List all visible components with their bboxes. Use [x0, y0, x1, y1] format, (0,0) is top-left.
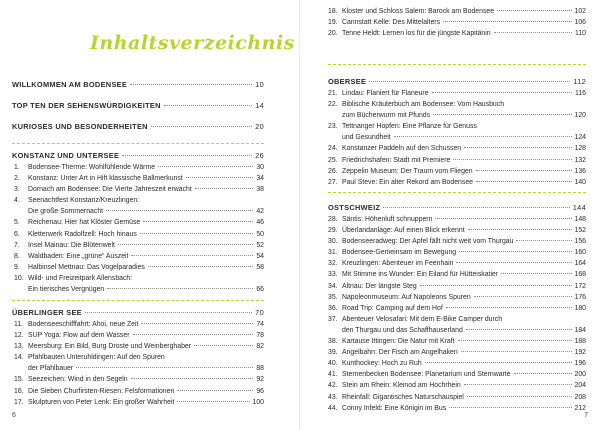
- leader-dots: [85, 312, 252, 313]
- section-divider: [12, 300, 264, 301]
- ostschweiz-entry-list: [328, 214, 586, 414]
- toc-entry-continued[interactable]: Die große Sommernacht 42: [28, 208, 264, 216]
- toc-section-ostschweiz[interactable]: [328, 203, 586, 212]
- toc-entry[interactable]: 34. Altnau: Der längste Steg 172: [328, 282, 586, 290]
- toc-entry[interactable]: 18. Kloster und Schloss Salem: Barock am Bodensee 102: [328, 8, 586, 15]
- obersee-entry-list: [328, 88, 586, 188]
- toc-entry[interactable]: 39. Angelbahn: Der Fisch am Angelhaken 192: [328, 349, 586, 357]
- toc-entry[interactable]: 4. Seenachtfest Konstanz/Kreuzlingen:: [14, 197, 140, 205]
- toc-entry[interactable]: 11. Bodenseeschifffahrt: Ahoi, neue Zeit 74: [14, 321, 264, 328]
- section-page: 70: [255, 308, 264, 317]
- toc-entry-continued[interactable]: zum Bücherwurm mit Pfunds 120: [342, 112, 586, 120]
- toc-entry[interactable]: 35. Napoleonmuseum: Auf Napoleons Spuren 176: [328, 293, 586, 301]
- toc-entry[interactable]: 25. Friedrichshafen: Stadt mit Premiere 132: [328, 156, 586, 164]
- toc-entry[interactable]: 44. Conny Infeld: Eine Königin im Bus 212: [328, 404, 586, 412]
- leader-dots: [151, 126, 252, 127]
- section-page: 26: [255, 151, 264, 160]
- toc-title: Inhaltsverzeichnis: [90, 32, 295, 54]
- leader-dots: [130, 84, 252, 85]
- section-label: ÜBERLINGER SEE: [12, 308, 82, 317]
- toc-entry[interactable]: 3. Dornach am Bodensee: Die Vierte Jahreszeit erwacht 38: [14, 186, 264, 194]
- toc-entry[interactable]: 31. Bodensee-Gemeinsam im Bewegung 160: [328, 249, 586, 257]
- section-label: KURIOSES UND BESONDERHEITEN: [12, 122, 148, 131]
- toc-entry[interactable]: 26. Zeppelin Museum: Der Traum vom Fliegen 136: [328, 167, 586, 175]
- toc-entry[interactable]: 19. Cannstatt Kelle: Des Mittelalters 106: [328, 19, 586, 27]
- toc-section-konstanz[interactable]: [12, 151, 264, 160]
- toc-entry[interactable]: 36. Road Trip: Camping auf dem Hof 180: [328, 304, 586, 312]
- leader-dots: [383, 207, 569, 208]
- toc-entry[interactable]: 14. Pfahlbauten Unteruhldingen: Auf den Spuren: [14, 354, 165, 362]
- toc-entry[interactable]: 27. Paul Steve: Ein alter Rekord am Bodensee 140: [328, 178, 586, 186]
- section-divider: [328, 192, 586, 193]
- toc-entry[interactable]: 38. Kartause Ittingen: Die Natur mit Kraft 188: [328, 338, 586, 346]
- toc-entry[interactable]: 12. SUP Yoga: Flow auf dem Wasser 78: [14, 332, 264, 340]
- toc-entry[interactable]: 15. Seezeichen: Wind in den Segeln 92: [14, 376, 264, 384]
- toc-entry[interactable]: 28. Säntis: Höhenluft schnuppern 148: [328, 216, 586, 223]
- toc-entry[interactable]: 30. Bodenseeradweg: Der Apfel fällt nicht weit vom Thurgau 156: [328, 238, 586, 246]
- toc-entry[interactable]: 22. Biblische Kräuterbuch am Bodensee: Vom Hausbuch: [328, 101, 505, 109]
- toc-entry[interactable]: 40. Kunthockey: Hoch zu Ruh 196: [328, 360, 586, 368]
- page-number-right: 7: [584, 412, 588, 419]
- toc-entry[interactable]: 2. Konstanz: Unter Art in Hift klassische Ballmerkunst 34: [14, 175, 264, 183]
- toc-entry[interactable]: 16. Die Sieben Churfirsten-Riesen: Felsformationen 96: [14, 387, 264, 395]
- section-label: WILLKOMMEN AM BODENSEE: [12, 80, 128, 89]
- toc-entry[interactable]: 6. Kletterwerk Radolfzell: Hoch hinaus 50: [14, 230, 264, 238]
- section-divider: [12, 143, 264, 144]
- toc-entry[interactable]: 24. Konstanzer Paddeln auf den Schussen 128: [328, 145, 586, 153]
- leader-dots: [369, 81, 570, 82]
- toc-entry[interactable]: 41. Sternenbecken Bodensee: Planetarium und Sternwarte 200: [328, 371, 586, 379]
- toc-entry-continued[interactable]: und Gesundheit 124: [342, 134, 586, 142]
- toc-entry[interactable]: 43. Rheinfall: Gigantisches Naturschauspiel 208: [328, 393, 586, 401]
- section-page: 10: [255, 80, 264, 89]
- toc-entry[interactable]: 13. Meersburg: Ein Bild, Burg Droste und Weinberghaber 82: [14, 343, 264, 351]
- section-page: 112: [573, 77, 586, 86]
- toc-section-kurioses[interactable]: [12, 122, 264, 131]
- section-page: 144: [572, 203, 586, 212]
- toc-entry-continued[interactable]: Ein tierisches Vergnügen 66: [28, 286, 264, 294]
- konstanz-entry-list: [14, 162, 264, 295]
- section-page: 20: [255, 122, 264, 131]
- section-divider: [328, 64, 586, 65]
- toc-entry[interactable]: 8. Waldbaden: Eine „grüne“ Auszeit 54: [14, 252, 264, 260]
- ueberlinger-entry-list: [14, 319, 264, 408]
- toc-entry[interactable]: 37. Abenteuer Velosafari: Mit dem E-Bike Camper durch: [328, 315, 503, 323]
- toc-entry[interactable]: 23. Tettnanger Hopfen: Eine Pflanze für Genuss: [328, 123, 477, 131]
- toc-entry[interactable]: 42. Stein am Rhein: Kleinod am Hochrhein 204: [328, 382, 586, 390]
- toc-entry[interactable]: 9. Halbinsel Mettnau: Das Vogelparadies 58: [14, 263, 264, 271]
- section-label: KONSTANZ UND UNTERSEE: [12, 151, 120, 160]
- continued-entry-list: [328, 6, 586, 39]
- toc-section-ueberlinger-see[interactable]: [12, 308, 264, 317]
- page-number-left: 6: [12, 412, 16, 419]
- toc-entry[interactable]: 10. Wild- und Freizeitpark Allensbach:: [14, 274, 133, 282]
- section-page: 14: [255, 101, 264, 110]
- toc-entry[interactable]: 17. Skulpturen von Peter Lenk: Ein großer Wahrheit 100: [14, 398, 264, 406]
- section-label: OSTSCHWEIZ: [328, 203, 381, 212]
- toc-entry[interactable]: 21. Lindau: Flaniert für Flaneure 116: [328, 90, 586, 97]
- toc-entry-continued[interactable]: der Pfahlbauer 88: [28, 365, 264, 373]
- toc-entry[interactable]: 20. Tenne Heldt: Lernen los für die jüngste Kapitänin 110: [328, 30, 586, 38]
- section-label: TOP TEN DER SEHENSWÜRDIGKEITEN: [12, 101, 161, 110]
- toc-entry-continued[interactable]: den Thurgau und das Schaffhauserland 184: [342, 326, 586, 334]
- toc-entry[interactable]: 33. Mit Stimme ins Wunder: Ein Eiland für Hütteiskatier 168: [328, 271, 586, 279]
- toc-entry[interactable]: 7. Insel Mainau: Die Blütenwelt 52: [14, 241, 264, 249]
- toc-entry[interactable]: 32. Kreuzlingen: Abenteuer im Feenhain 164: [328, 260, 586, 268]
- toc-entry[interactable]: 5. Reichenau: Hier hat Klöster Gemüse 46: [14, 219, 264, 227]
- toc-entry[interactable]: 29. Überlandanlage: Auf einen Blick erkennt 152: [328, 227, 586, 235]
- toc-section-top-ten[interactable]: [12, 101, 264, 110]
- toc-entry[interactable]: 1. Bodensee-Therme: Wohlfühlende Wärme 30: [14, 164, 264, 171]
- toc-section-willkommen[interactable]: [12, 80, 264, 89]
- leader-dots: [122, 155, 252, 156]
- right-page: [300, 0, 600, 430]
- section-label: OBERSEE: [328, 77, 367, 86]
- toc-section-obersee[interactable]: [328, 77, 586, 86]
- leader-dots: [164, 105, 252, 106]
